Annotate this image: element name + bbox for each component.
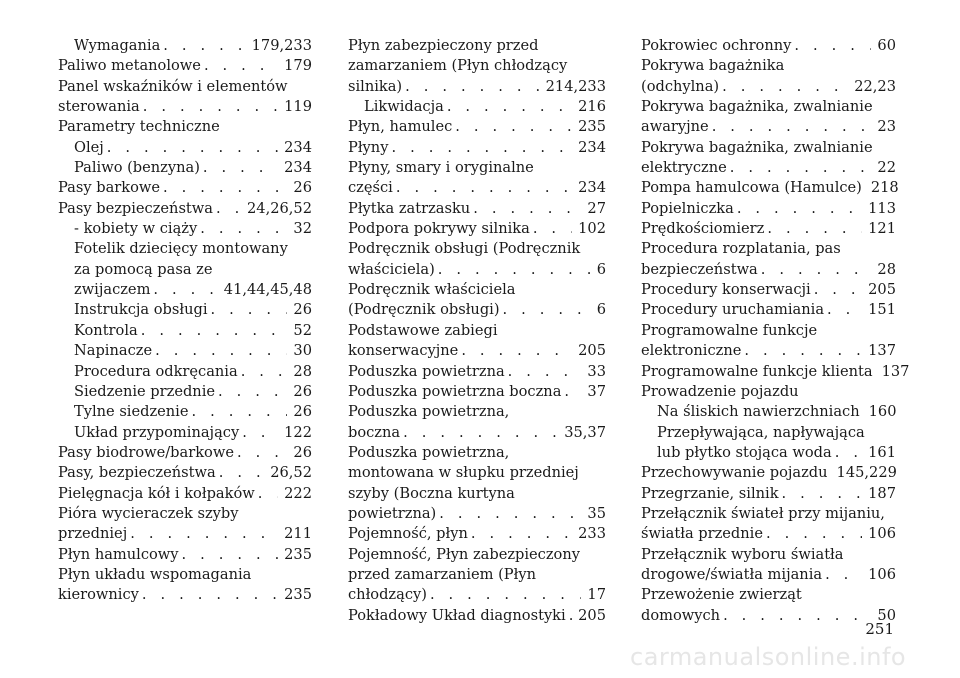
index-page-ref: 222 [284, 484, 312, 502]
index-term: Poduszka powietrzna, [348, 403, 510, 421]
index-term: Pasy biodrowe/barkowe [58, 443, 234, 461]
index-term: Likwidacja [364, 98, 444, 116]
index-entry [641, 219, 896, 239]
dot-leader [141, 321, 288, 341]
index-term: Płyny [348, 138, 389, 156]
dot-leader [107, 138, 278, 158]
dot-leader [722, 77, 848, 97]
dot-leader [163, 36, 245, 56]
dot-leader [142, 585, 278, 605]
dot-leader [403, 423, 558, 443]
index-term: Procedura odkręcania [74, 362, 238, 380]
index-entry [641, 77, 896, 97]
index-entry [348, 77, 606, 97]
index-entry [58, 402, 312, 422]
index-term: Napinacze [74, 342, 153, 360]
index-page-ref: 28 [293, 362, 312, 380]
index-term: konserwacyjne [348, 342, 459, 360]
index-entry [348, 585, 606, 605]
index-entry [641, 117, 896, 137]
index-term: silnika) [348, 77, 403, 95]
page-number: 251 [865, 620, 894, 638]
index-page-ref: 6 [596, 260, 606, 278]
index-term: Fotelik dziecięcy montowany [74, 240, 288, 258]
index-page-ref: 205 [868, 281, 896, 299]
index-entry [641, 524, 896, 544]
index-page-ref: 205 [578, 342, 606, 360]
index-page-ref: 28 [877, 260, 896, 278]
dot-leader [218, 382, 287, 402]
index-term: Pojemność, Płyn zabezpieczony [348, 545, 580, 563]
index-term: Wymagania [74, 37, 161, 54]
index-term: Podręcznik właściciela [348, 281, 516, 299]
index-term: Poduszka powietrzna [348, 362, 505, 380]
index-term: boczna [348, 423, 401, 441]
index-term: - kobiety w ciąży [74, 220, 198, 238]
dot-leader [827, 300, 862, 320]
index-term: Pióra wycieraczek szyby [58, 504, 239, 522]
index-entry [348, 524, 606, 544]
index-entry [348, 504, 606, 524]
index-page-ref: 50 [877, 606, 896, 624]
index-term: Płyny, smary i oryginalne [348, 159, 534, 177]
index-term: zwijaczem [74, 281, 151, 299]
index-entry [348, 423, 606, 443]
index-entry [58, 341, 312, 361]
index-entry [58, 36, 312, 56]
index-entry [58, 382, 312, 402]
index-page-ref: 113 [868, 199, 896, 217]
index-page-ref: 26 [293, 179, 312, 197]
index-entry [58, 545, 312, 565]
index-term: Przegrzanie, silnik [641, 484, 779, 502]
index-page-ref: 33 [587, 362, 606, 380]
index-column-3 [641, 36, 910, 626]
index-entry [58, 362, 312, 382]
index-entry [641, 545, 896, 565]
dot-leader [508, 362, 582, 382]
dot-leader [200, 219, 287, 239]
dot-leader [794, 36, 871, 56]
index-entry [641, 362, 910, 382]
index-term: montowana w słupku przedniej [348, 464, 579, 482]
index-column-2 [348, 36, 606, 626]
index-entry [641, 97, 896, 117]
index-entry [58, 138, 312, 158]
index-page-ref: 234 [284, 159, 312, 177]
dot-leader [712, 117, 872, 137]
index-entry [348, 199, 606, 219]
index-column-1 [58, 36, 312, 606]
dot-leader [730, 158, 872, 178]
index-term: Przechowywanie pojazdu [641, 464, 828, 482]
index-entry [58, 239, 312, 259]
index-term: Paliwo (benzyna) [74, 159, 200, 177]
index-entry [348, 36, 606, 56]
index-page-ref: 137 [868, 342, 896, 360]
index-term: Przewożenie zwierząt [641, 586, 802, 604]
index-entry [58, 56, 312, 76]
index-page-ref: 234 [284, 138, 312, 156]
index-page-ref: 121 [868, 220, 896, 238]
index-entry [58, 321, 312, 341]
index-entry [348, 56, 606, 76]
index-term: Procedura rozplatania, pas [641, 240, 841, 258]
index-page-ref: 30 [293, 342, 312, 360]
index-entry [348, 321, 606, 341]
index-term: Pojemność, płyn [348, 525, 468, 543]
index-term: Układ przypominający [74, 423, 240, 441]
index-term: Procedury konserwacji [641, 281, 811, 299]
index-term: Podstawowe zabiegi [348, 321, 498, 339]
dot-leader [216, 199, 241, 219]
index-entry [58, 260, 312, 280]
dot-leader [473, 199, 581, 219]
dot-leader [455, 117, 572, 137]
index-page-ref: 52 [293, 321, 312, 339]
index-entry [58, 504, 312, 524]
index-entry [641, 443, 896, 463]
index-term: Pokrywa bagażnika, zwalnianie [641, 98, 873, 116]
index-entry [641, 239, 896, 259]
dot-leader [153, 280, 217, 300]
index-entry [641, 423, 896, 443]
index-term: Przełącznik wyboru światła [641, 545, 844, 563]
index-term: sterowania [58, 98, 140, 116]
index-term: Parametry techniczne [58, 118, 220, 136]
index-entry [348, 545, 606, 565]
index-term: Prowadzenie pojazdu [641, 382, 799, 400]
index-page-ref: 179,233 [251, 37, 312, 54]
index-page-ref: 234 [578, 138, 606, 156]
index-page-ref: 233 [578, 525, 606, 543]
index-entry [641, 504, 896, 524]
index-term: Tylne siedzenie [74, 403, 189, 421]
index-page-ref: 26 [293, 403, 312, 421]
dot-leader [391, 138, 572, 158]
index-page-ref: 32 [293, 220, 312, 238]
index-entry [641, 138, 896, 158]
index-entry [58, 178, 312, 198]
index-page-ref: 37 [587, 382, 606, 400]
index-term: domowych [641, 606, 721, 624]
dot-leader [766, 524, 862, 544]
index-term: przedniej [58, 525, 128, 543]
index-term: Poduszka powietrzna boczna [348, 382, 562, 400]
index-page-ref: 26 [293, 301, 312, 319]
dot-leader [130, 524, 278, 544]
index-term: (odchylna) [641, 77, 720, 95]
index-entry [58, 199, 312, 219]
index-term: właściciela) [348, 260, 435, 278]
index-page-ref: 137 [881, 362, 910, 380]
dot-leader [569, 606, 572, 626]
index-term: awaryjne [641, 118, 709, 136]
index-term: Kontrola [74, 321, 138, 339]
index-term: Olej [74, 138, 104, 156]
index-entry [58, 300, 312, 320]
index-term: Pokrywa bagażnika [641, 57, 785, 75]
index-entry [58, 219, 312, 239]
index-term: Pasy bezpieczeństwa [58, 199, 213, 217]
index-entry [641, 341, 896, 361]
dot-leader [258, 484, 278, 504]
index-entry [348, 463, 606, 483]
dot-leader [242, 423, 278, 443]
dot-leader [211, 300, 288, 320]
index-entry [348, 219, 606, 239]
index-page-ref: 161 [868, 443, 896, 461]
dot-leader [744, 341, 862, 361]
index-entry [58, 117, 312, 137]
dot-leader [405, 77, 540, 97]
index-term: Płyn, hamulec [348, 118, 453, 136]
dot-leader [825, 565, 862, 585]
index-term: Płyn hamulcowy [58, 545, 179, 563]
index-page-ref: 179 [284, 57, 312, 75]
index-term: Panel wskaźników i elementów [58, 77, 288, 95]
index-term: lub płytko stojąca woda [657, 443, 832, 461]
index-page-ref: 216 [578, 98, 606, 116]
index-entry [348, 300, 606, 320]
index-term: Pompa hamulcowa (Hamulce) [641, 179, 862, 197]
index-page-ref: 35,37 [564, 423, 606, 441]
index-page-ref: 102 [578, 220, 606, 238]
index-term: Instrukcja obsługi [74, 301, 208, 319]
index-entry [348, 443, 606, 463]
index-term: światła przednie [641, 525, 763, 543]
index-page-ref: 41,44,45,48 [223, 281, 312, 299]
index-term: chłodzący) [348, 586, 427, 604]
index-term: Płyn układu wspomagania [58, 565, 252, 583]
index-entry [641, 260, 896, 280]
index-entry [58, 423, 312, 443]
index-term: Procedury uruchamiania [641, 301, 825, 319]
index-page-ref: 214,233 [545, 77, 606, 95]
index-term: Pokrywa bagażnika, zwalnianie [641, 138, 873, 156]
index-entry [641, 36, 896, 56]
index-page-ref: 106 [868, 565, 896, 583]
dot-leader [471, 524, 572, 544]
index-page-ref: 22 [877, 159, 896, 177]
dot-leader [241, 362, 288, 382]
index-term: Płyn zabezpieczony przed [348, 37, 539, 54]
index-page-ref: 235 [578, 118, 606, 136]
index-term: elektryczne [641, 159, 727, 177]
index-entry [348, 178, 606, 198]
index-term: Podpora pokrywy silnika [348, 220, 530, 238]
index-term: Popielniczka [641, 199, 734, 217]
dot-leader [761, 260, 872, 280]
index-term: Podręcznik obsługi (Podręcznik [348, 240, 581, 258]
index-page-ref: 17 [587, 586, 606, 604]
dot-leader [782, 484, 863, 504]
index-term: powietrzna) [348, 504, 437, 522]
index-entry [641, 402, 896, 422]
index-term: Pasy barkowe [58, 179, 161, 197]
dot-leader [219, 463, 265, 483]
index-entry [641, 300, 896, 320]
index-entry [641, 280, 896, 300]
index-term: przed zamarzaniem (Płyn [348, 565, 536, 583]
index-term: Pielęgnacja kół i kołpaków [58, 484, 255, 502]
index-entry [348, 402, 606, 422]
index-entry [58, 565, 312, 585]
index-term: Poduszka powietrzna, [348, 443, 510, 461]
index-term: zamarzaniem (Płyn chłodzący [348, 57, 568, 75]
index-entry [58, 158, 312, 178]
dot-leader [237, 443, 287, 463]
dot-leader [737, 199, 862, 219]
index-term: Płytka zatrzasku [348, 199, 471, 217]
index-term: Paliwo metanolowe [58, 57, 201, 75]
index-entry [348, 117, 606, 137]
index-page-ref: 24,26,52 [247, 199, 312, 217]
dot-leader [835, 443, 862, 463]
index-term: elektroniczne [641, 342, 742, 360]
index-term: Siedzenie przednie [74, 382, 215, 400]
index-page-ref: 35 [587, 504, 606, 522]
dot-leader [430, 585, 581, 605]
dot-leader [204, 56, 278, 76]
index-entry [58, 443, 312, 463]
dot-leader [155, 341, 287, 361]
index-entry [348, 260, 606, 280]
index-entry [348, 382, 606, 402]
watermark-logo: carmanualsonline.info [630, 643, 907, 671]
index-term: drogowe/światła mijania [641, 565, 823, 583]
dot-leader [203, 158, 278, 178]
index-entry [58, 463, 312, 483]
index-entry [641, 484, 896, 504]
index-page-ref: 26 [293, 443, 312, 461]
dot-leader [503, 300, 591, 320]
dot-leader [723, 606, 871, 626]
index-term: kierownicy [58, 586, 139, 604]
dot-leader [396, 178, 572, 198]
index-entry [641, 463, 896, 483]
dot-leader [814, 280, 862, 300]
index-entry [641, 382, 896, 402]
index-entry [58, 484, 312, 504]
index-entry [348, 565, 606, 585]
index-term: za pomocą pasa ze [74, 260, 213, 278]
index-entry [348, 341, 606, 361]
index-page-ref: 234 [578, 179, 606, 197]
index-entry [641, 565, 896, 585]
index-entry [641, 321, 896, 341]
index-page-ref: 119 [284, 98, 312, 116]
index-term: bezpieczeństwa [641, 260, 758, 278]
index-page-ref: 151 [868, 301, 896, 319]
index-entry [58, 585, 312, 605]
index-term: Pokładowy Układ diagnostyki [348, 606, 566, 624]
index-entry [58, 97, 312, 117]
dot-leader [191, 402, 287, 422]
dot-leader [461, 341, 572, 361]
index-page-ref: 218 [870, 179, 899, 197]
index-term: Przepływająca, napływająca [657, 423, 865, 441]
index-term: Programowalne funkcje klienta [641, 362, 873, 380]
index-page-ref: 27 [587, 199, 606, 217]
index-page-ref: 211 [284, 525, 312, 543]
index-page-ref: 6 [596, 301, 606, 319]
index-page-ref: 160 [868, 403, 897, 421]
index-page-ref: 60 [877, 37, 896, 54]
index-entry [348, 158, 606, 178]
index-page-ref: 22,23 [854, 77, 896, 95]
dot-leader [438, 260, 591, 280]
index-entry [641, 178, 899, 198]
index-page-ref: 187 [868, 484, 896, 502]
index-page-ref: 235 [284, 586, 312, 604]
index-page-ref: 23 [877, 118, 896, 136]
index-entry [348, 239, 606, 259]
index-term: Pokrowiec ochronny [641, 37, 792, 54]
dot-leader [143, 97, 278, 117]
index-page-ref: 122 [284, 423, 312, 441]
index-term: Na śliskich nawierzchniach [657, 403, 860, 421]
dot-leader [447, 97, 572, 117]
index-term: Pasy, bezpieczeństwa [58, 464, 216, 482]
index-entry [348, 484, 606, 504]
index-term: Przełącznik świateł przy mijaniu, [641, 504, 885, 522]
index-entry [58, 280, 312, 300]
dot-leader [533, 219, 572, 239]
index-entry [348, 606, 606, 626]
index-page-ref: 235 [284, 545, 312, 563]
dot-leader [439, 504, 581, 524]
index-entry [348, 97, 606, 117]
index-entry [641, 199, 896, 219]
index-page-ref: 205 [578, 606, 606, 624]
index-term: szyby (Boczna kurtyna [348, 484, 515, 502]
index-entry [641, 56, 896, 76]
index-page-ref: 26,52 [270, 464, 312, 482]
index-term: Prędkościomierz [641, 220, 765, 238]
index-page-ref: 26 [293, 382, 312, 400]
index-entry [348, 138, 606, 158]
dot-leader [564, 382, 581, 402]
index-entry [58, 77, 312, 97]
index-entry [641, 606, 896, 626]
index-entry [641, 585, 896, 605]
index-term: Programowalne funkcje [641, 321, 818, 339]
index-term: (Podręcznik obsługi) [348, 301, 500, 319]
dot-leader [163, 178, 287, 198]
index-term: części [348, 179, 393, 197]
dot-leader [182, 545, 279, 565]
index-entry [348, 280, 606, 300]
dot-leader [767, 219, 862, 239]
index-entry [641, 158, 896, 178]
index-entry [58, 524, 312, 544]
index-page-ref: 145,229 [836, 464, 897, 482]
index-entry [348, 362, 606, 382]
index-page-ref: 106 [868, 525, 896, 543]
